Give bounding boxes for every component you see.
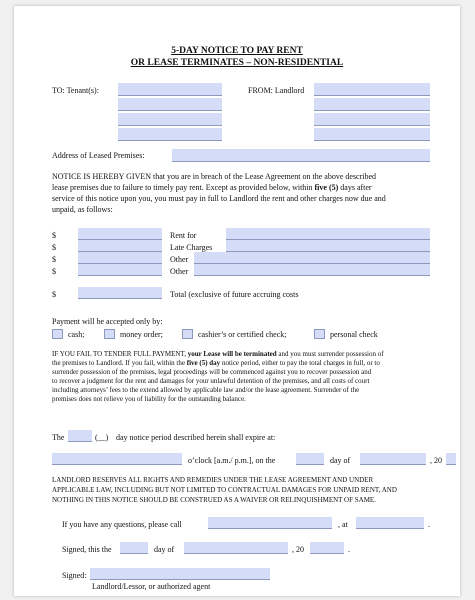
other-label-2: Other — [170, 267, 189, 276]
total-label: Total (exclusive of future accruing costs — [170, 290, 299, 299]
warning-line-2 — [52, 359, 380, 368]
oclock-label: o’clock [a.m./ p.m.], on the — [188, 456, 276, 465]
address-label: Address of Leased Premises: — [52, 151, 145, 160]
landlord-field-4[interactable] — [314, 128, 430, 141]
late-charges-label: Late Charges — [170, 243, 213, 252]
form-title-line-2: OR LEASE TERMINATES – NON-RESIDENTIAL — [130, 58, 344, 68]
warning-line-2a: the premises to Landlord. If you fail, within the — [52, 359, 185, 367]
money-order-checkbox[interactable] — [104, 329, 115, 339]
money-order-label: money order; — [120, 330, 163, 339]
expire-text: day notice period described herein shall expire at: — [116, 433, 276, 442]
notice-days-field[interactable] — [68, 430, 92, 442]
cashiers-check-label: cashier’s or certified check; — [198, 330, 287, 339]
tenant-field-4[interactable] — [118, 128, 222, 141]
rent-for-label: Rent for — [170, 231, 197, 240]
total-amount-field[interactable] — [78, 287, 162, 299]
late-charges-field[interactable] — [226, 240, 430, 252]
expire-time-field[interactable] — [52, 453, 182, 465]
rent-amount-field[interactable] — [78, 228, 162, 240]
warning-line-4: to recover a judgment for the rent and damages for your unlawful detention of the premises, and all costs of court — [52, 377, 370, 385]
signed-day-of-label: day of — [154, 545, 175, 554]
signed-year-prefix: , 20 — [292, 545, 304, 554]
warning-line-2b: five (5) day — [186, 359, 221, 367]
personal-check-label: personal check — [330, 330, 378, 339]
contact-phone-field[interactable] — [356, 517, 424, 529]
tenant-field-2[interactable] — [118, 98, 222, 111]
expire-year-field[interactable] — [446, 453, 456, 465]
signature-caption: Landlord/Lessor, or authorized agent — [92, 582, 211, 591]
questions-label: If you have any questions, please call — [62, 520, 182, 529]
form-title-line-1: 5-DAY NOTICE TO PAY RENT — [171, 46, 303, 56]
contact-name-field[interactable] — [208, 517, 332, 529]
currency-sign: $ — [52, 290, 56, 299]
signature-field[interactable] — [90, 568, 270, 580]
currency-sign: $ — [52, 267, 56, 276]
warning-line-1a: IF YOU FAIL TO TENDER FULL PAYMENT, — [52, 350, 186, 358]
notice-line-4: unpaid, as follows: — [52, 205, 113, 214]
notice-form-page — [14, 6, 460, 596]
signed-this-label: Signed, this the — [62, 545, 112, 554]
other-description-field-1[interactable] — [194, 252, 430, 264]
notice-line-2-tail: days after — [340, 183, 372, 192]
other-amount-field-1[interactable] — [78, 252, 162, 264]
signed-period: . — [348, 545, 350, 554]
landlord-field-1[interactable] — [314, 83, 430, 96]
signed-month-field[interactable] — [184, 542, 288, 554]
reserves-line-1: LANDLORD RESERVES ALL RIGHTS AND REMEDIES UNDER THE LEASE AGREEMENT AND UNDER — [52, 476, 374, 484]
payment-label: Payment will be accepted only by: — [52, 317, 163, 326]
warning-line-2c: notice period, either to pay the total charges in full, or to — [221, 359, 380, 367]
questions-period: . — [428, 520, 430, 529]
currency-sign: $ — [52, 231, 56, 240]
landlord-field-3[interactable] — [314, 113, 430, 126]
warning-line-1b: your Lease will be terminated — [187, 350, 277, 358]
warning-line-5: including attorneys’ fees to the extend allowed by applicable law and/or the lease agreement. Surrender of the — [52, 386, 360, 394]
rent-for-field[interactable] — [226, 228, 430, 240]
address-field[interactable] — [172, 149, 430, 162]
expire-day-of-label: day of — [330, 456, 351, 465]
tenant-label: TO: Tenant(s): — [52, 86, 99, 95]
landlord-label: FROM: Landlord — [248, 86, 305, 95]
signed-label: Signed: — [62, 571, 87, 580]
expire-year-prefix: , 20 — [430, 456, 442, 465]
notice-line-2 — [52, 183, 372, 193]
expire-day-field[interactable] — [296, 453, 324, 465]
warning-line-6: premises does not relieve you of liability for the outstanding balance. — [52, 395, 246, 403]
reserves-line-3: NOTHING IN THIS NOTICE SHOULD BE CONSTRUED AS A WAIVER OR RELINQUISHMENT OF SAME. — [52, 496, 376, 504]
questions-at-label: , at — [338, 520, 348, 529]
notice-five-days: five (5) — [314, 183, 339, 192]
cash-checkbox[interactable] — [52, 329, 63, 339]
reserves-line-2: APPLICABLE LAW, INCLUDING BUT NOT LIMITED TO CONTRACTUAL DAMAGES FOR UNPAID RENT, AND — [52, 486, 397, 494]
personal-check-checkbox[interactable] — [314, 329, 325, 339]
notice-line-1: NOTICE IS HEREBY GIVEN that you are in breach of the Lease Agreement on the above described — [52, 172, 377, 181]
cash-label: cash; — [68, 330, 85, 339]
late-charges-amount-field[interactable] — [78, 240, 162, 252]
warning-line-1 — [52, 350, 384, 359]
notice-line-2-text: lease premises due to failure to timely pay rent. Except as provided below, within — [52, 183, 313, 192]
currency-sign: $ — [52, 255, 56, 264]
landlord-field-2[interactable] — [314, 98, 430, 111]
notice-days-paren: (__) — [95, 433, 109, 442]
warning-line-1c: and you must surrender possession of — [278, 350, 384, 358]
signed-year-field[interactable] — [310, 542, 344, 554]
expire-the-label: The — [52, 433, 65, 442]
tenant-field-3[interactable] — [118, 113, 222, 126]
expire-month-field[interactable] — [360, 453, 426, 465]
notice-line-3: service of this notice upon you, you must pay in full to Landlord the rent and other charges now due and — [52, 194, 386, 203]
other-amount-field-2[interactable] — [78, 264, 162, 276]
warning-line-3: surrender possession of the premises, legal proceedings will be commenced against you to recover possession and — [52, 368, 372, 376]
other-description-field-2[interactable] — [194, 264, 430, 276]
currency-sign: $ — [52, 243, 56, 252]
signed-day-field[interactable] — [120, 542, 148, 554]
other-label-1: Other — [170, 255, 189, 264]
tenant-field-1[interactable] — [118, 83, 222, 96]
cashiers-check-checkbox[interactable] — [182, 329, 193, 339]
